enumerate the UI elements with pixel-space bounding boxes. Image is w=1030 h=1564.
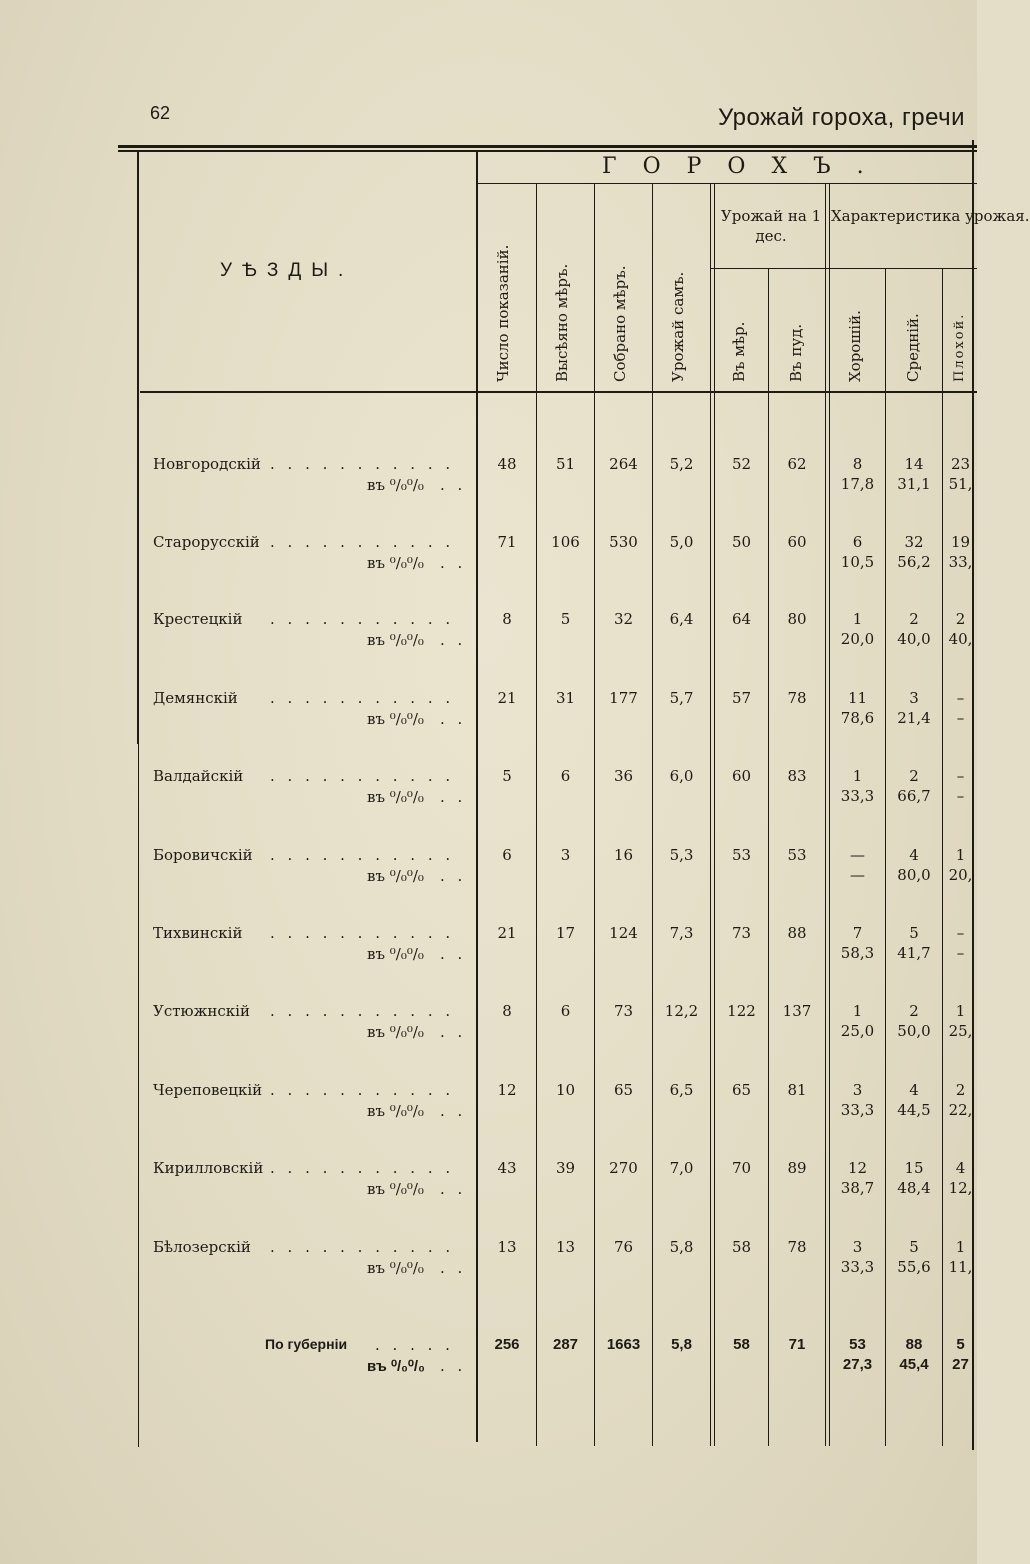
col-header-medium: Средній. <box>904 313 922 382</box>
cell-collected: 73 <box>613 1002 634 1020</box>
col-header-good: Хорошій. <box>846 310 864 382</box>
cell-pud: 78 <box>787 1238 807 1256</box>
cell-mer: 60 <box>731 767 752 785</box>
cell-good-pct: 58,3 <box>840 944 875 962</box>
dot-leader: . . . . . . . . . . . <box>270 1159 455 1177</box>
cell-medium-pct: 80,0 <box>897 866 931 884</box>
cell-mer: 50 <box>731 533 752 551</box>
dot-leader: . . . . . . . . . . . <box>270 1002 455 1020</box>
dot-leader: . . <box>440 867 467 885</box>
cell-bad: 5 <box>956 1336 965 1353</box>
cell-pud: 53 <box>787 846 807 864</box>
dot-leader: . . <box>440 1023 467 1041</box>
cell-bad-pct: 20, <box>948 866 973 884</box>
dot-leader: . . <box>440 631 467 649</box>
cell-medium: 5 <box>909 924 919 942</box>
dot-leader: . . . . . . . . . . . <box>270 924 455 942</box>
cell-good-pct: 25,0 <box>840 1022 875 1040</box>
cell-medium-pct: 45,4 <box>899 1356 929 1373</box>
cell-medium: 88 <box>905 1336 923 1353</box>
cell-bad-pct: – <box>956 787 965 805</box>
cell-sown: 6 <box>560 767 571 785</box>
dot-leader: . . . . . . . . . . . <box>270 1238 455 1256</box>
col-header-pud: Въ пуд. <box>787 323 805 382</box>
cell-sown: 39 <box>555 1159 576 1177</box>
percent-label: въ ⁰/₀⁰/₀ <box>367 1358 425 1375</box>
cell-bad: 1 <box>955 1002 966 1020</box>
dot-leader: . . <box>440 554 467 572</box>
cell-sown: 10 <box>555 1081 576 1099</box>
header-bottom-rule <box>140 391 977 393</box>
cell-yield-self: 7,3 <box>669 924 694 942</box>
cell-bad: 2 <box>955 610 966 628</box>
dot-leader: . . <box>440 788 467 806</box>
percent-label: въ ⁰/₀⁰/₀ <box>367 554 424 572</box>
cell-good-pct: 33,3 <box>840 787 875 805</box>
dot-leader: . . . . . . . . . . . <box>270 1081 455 1099</box>
cell-pud: 89 <box>787 1159 807 1177</box>
cell-sown: 5 <box>560 610 571 628</box>
cell-bad-pct: 25, <box>948 1022 973 1040</box>
cell-bad-pct: 27 <box>952 1356 969 1373</box>
cell-medium: 5 <box>909 1238 919 1256</box>
dot-leader: . . . . . . . . . . . <box>270 689 455 707</box>
cell-collected: 16 <box>613 846 634 864</box>
cell-good: 6 <box>852 533 863 551</box>
cell-count: 21 <box>497 689 517 707</box>
col-header-yield-self: Урожай самъ. <box>669 271 687 382</box>
cell-count: 256 <box>494 1336 520 1353</box>
cell-good: 12 <box>847 1159 868 1177</box>
cell-sown: 106 <box>551 533 580 551</box>
cell-mer: 122 <box>727 1002 756 1020</box>
dot-leader: . . . . . . . . . . . <box>270 846 455 864</box>
cell-good: 7 <box>852 924 863 942</box>
cell-mer: 64 <box>731 610 752 628</box>
stub-header: УѢЗДЫ. <box>220 260 354 281</box>
subgroup-character-header: Характеристика урожая. <box>831 207 1030 225</box>
cell-bad: – <box>956 767 965 785</box>
cell-pud: 88 <box>787 924 807 942</box>
cell-bad: – <box>956 689 965 707</box>
cell-count: 5 <box>502 767 512 785</box>
cell-mer: 73 <box>731 924 752 942</box>
col-divider-3 <box>652 184 653 1446</box>
cell-medium-pct: 44,5 <box>897 1101 931 1119</box>
cell-mer: 65 <box>731 1081 752 1099</box>
cell-sown: 6 <box>560 1002 571 1020</box>
cell-mer: 52 <box>731 455 752 473</box>
col-divider-6b <box>829 184 830 1446</box>
col-header-sown: Высѣяно мѣръ. <box>553 263 571 382</box>
cell-pud: 62 <box>787 455 807 473</box>
cell-good: 11 <box>847 689 868 707</box>
cell-count: 12 <box>497 1081 517 1099</box>
cell-bad: 1 <box>955 1238 966 1256</box>
cell-good-pct: 78,6 <box>840 709 875 727</box>
cell-yield-self: 5,0 <box>669 533 694 551</box>
cell-collected: 65 <box>613 1081 634 1099</box>
cell-yield-self: 6,0 <box>669 767 694 785</box>
cell-pud: 78 <box>787 689 807 707</box>
col-divider-8 <box>942 268 943 1446</box>
dot-leader: . . <box>440 1357 467 1375</box>
cell-collected: 124 <box>609 924 638 942</box>
cell-bad-pct: – <box>956 709 965 727</box>
percent-label: въ ⁰/₀⁰/₀ <box>367 631 424 649</box>
dot-leader: . . . . . <box>375 1336 454 1354</box>
cell-bad: 2 <box>955 1081 966 1099</box>
cell-sown: 3 <box>560 846 571 864</box>
dot-leader: . . <box>440 476 467 494</box>
cell-medium: 4 <box>909 1081 919 1099</box>
col-divider-4a <box>710 184 711 1446</box>
percent-label: въ ⁰/₀⁰/₀ <box>367 945 424 963</box>
cell-mer: 70 <box>731 1159 752 1177</box>
cell-bad-pct: – <box>956 944 965 962</box>
cell-collected: 76 <box>613 1238 634 1256</box>
col-header-mer: Въ мѣр. <box>730 321 748 382</box>
cell-count: 8 <box>502 610 512 628</box>
cell-sown: 287 <box>552 1336 579 1353</box>
row-name: Бѣлозерскій <box>153 1238 251 1256</box>
row-name: Демянскій <box>153 689 238 707</box>
cell-pud: 71 <box>788 1336 806 1353</box>
cell-bad: 19 <box>950 533 971 551</box>
cell-pud: 83 <box>787 767 807 785</box>
row-name: Новгородскій <box>153 455 261 473</box>
cell-pud: 80 <box>787 610 807 628</box>
cell-bad-pct: 33, <box>948 553 973 571</box>
cell-good-pct: 20,0 <box>840 630 875 648</box>
cell-collected: 1663 <box>606 1336 641 1353</box>
cell-count: 43 <box>497 1159 517 1177</box>
cell-yield-self: 6,4 <box>669 610 694 628</box>
col-header-bad: Плохой. <box>952 312 967 382</box>
cell-count: 48 <box>497 455 517 473</box>
cell-good-pct: 33,3 <box>840 1258 875 1276</box>
cell-medium: 3 <box>909 689 919 707</box>
percent-label: въ ⁰/₀⁰/₀ <box>367 1259 424 1277</box>
cell-medium: 32 <box>904 533 924 551</box>
cell-bad-pct: 51, <box>948 475 973 493</box>
cell-good-pct: 33,3 <box>840 1101 875 1119</box>
cell-count: 8 <box>502 1002 512 1020</box>
cell-pud: 60 <box>787 533 807 551</box>
cell-medium-pct: 56,2 <box>897 553 931 571</box>
top-rule <box>118 145 977 148</box>
cell-mer: 58 <box>731 1238 752 1256</box>
cell-count: 13 <box>497 1238 517 1256</box>
cell-medium-pct: 41,7 <box>897 944 931 962</box>
page-number: 62 <box>150 103 171 123</box>
subgroup-yield-header: Урожай на 1 дес. <box>720 207 822 245</box>
cell-pud: 81 <box>787 1081 807 1099</box>
subgroup-rule <box>710 268 977 269</box>
top-rule-inner <box>118 150 977 152</box>
cell-good: — <box>850 846 865 864</box>
cell-medium: 2 <box>909 767 919 785</box>
cell-collected: 36 <box>613 767 634 785</box>
cell-good-pct: 17,8 <box>840 475 875 493</box>
cell-yield-self: 5,8 <box>671 1336 692 1353</box>
dot-leader: . . <box>440 1102 467 1120</box>
row-name: Тихвинскій <box>153 924 243 942</box>
cell-yield-self: 5,3 <box>669 846 694 864</box>
cell-good-pct: 10,5 <box>840 553 875 571</box>
cell-good-pct: 27,3 <box>842 1356 873 1373</box>
cell-good: 3 <box>852 1081 863 1099</box>
row-name: Кирилловскій <box>153 1159 264 1177</box>
dot-leader: . . <box>440 710 467 728</box>
cell-medium-pct: 66,7 <box>897 787 931 805</box>
cell-good-pct: — <box>850 866 865 884</box>
cell-medium: 2 <box>909 1002 919 1020</box>
cell-medium: 2 <box>909 610 919 628</box>
cell-yield-self: 5,8 <box>669 1238 694 1256</box>
group-rule <box>478 183 977 184</box>
cell-mer: 57 <box>731 689 752 707</box>
cell-medium-pct: 21,4 <box>897 709 931 727</box>
dot-leader: . . <box>440 945 467 963</box>
dot-leader: . . . . . . . . . . . <box>270 455 455 473</box>
dot-leader: . . . . . . . . . . . <box>270 610 455 628</box>
cell-count: 21 <box>497 924 517 942</box>
cell-medium-pct: 48,4 <box>897 1179 931 1197</box>
col-divider-4b <box>714 184 715 1446</box>
cell-count: 71 <box>497 533 517 551</box>
cell-collected: 32 <box>613 610 634 628</box>
cell-collected: 264 <box>609 455 638 473</box>
row-name: Устюжнскій <box>153 1002 250 1020</box>
left-border-lower <box>138 744 139 1447</box>
cell-bad-pct: 22, <box>948 1101 973 1119</box>
cell-medium-pct: 40,0 <box>897 630 931 648</box>
cell-mer: 58 <box>733 1336 750 1353</box>
cell-collected: 530 <box>609 533 638 551</box>
cell-sown: 17 <box>555 924 576 942</box>
cell-bad: 1 <box>955 846 966 864</box>
percent-label: въ ⁰/₀⁰/₀ <box>367 788 424 806</box>
dot-leader: . . . . . . . . . . . <box>270 533 455 551</box>
cell-medium: 15 <box>904 1159 924 1177</box>
cell-medium: 4 <box>909 846 919 864</box>
cell-count: 6 <box>502 846 512 864</box>
cell-good: 1 <box>852 1002 863 1020</box>
col-header-count: Число показаній. <box>494 244 512 382</box>
cell-sown: 31 <box>555 689 576 707</box>
running-title: Урожай гороха, гречи <box>718 104 966 131</box>
cell-yield-self: 6,5 <box>669 1081 694 1099</box>
cell-medium-pct: 50,0 <box>897 1022 931 1040</box>
cell-good-pct: 38,7 <box>840 1179 875 1197</box>
dot-leader: . . <box>440 1180 467 1198</box>
row-name: Крестецкій <box>153 610 243 628</box>
cell-yield-self: 5,7 <box>669 689 694 707</box>
cell-pud: 137 <box>782 1002 812 1020</box>
left-border <box>137 152 139 744</box>
cell-good: 53 <box>849 1336 866 1353</box>
cell-good: 1 <box>852 610 863 628</box>
cell-medium-pct: 55,6 <box>897 1258 931 1276</box>
cell-bad-pct: 12, <box>948 1179 973 1197</box>
cell-yield-self: 5,2 <box>669 455 694 473</box>
cell-mer: 53 <box>731 846 752 864</box>
row-name: Боровичскій <box>153 846 253 864</box>
percent-label: въ ⁰/₀⁰/₀ <box>367 867 424 885</box>
cell-bad: 4 <box>955 1159 966 1177</box>
cell-bad: 23 <box>950 455 971 473</box>
percent-label: въ ⁰/₀⁰/₀ <box>367 710 424 728</box>
cell-bad-pct: 11, <box>948 1258 973 1276</box>
dot-leader: . . . . . . . . . . . <box>270 767 455 785</box>
cell-medium: 14 <box>904 455 924 473</box>
dot-leader: . . <box>440 1259 467 1277</box>
cell-good: 8 <box>852 455 863 473</box>
cell-good: 1 <box>852 767 863 785</box>
cell-collected: 270 <box>609 1159 638 1177</box>
row-name: Валдайскій <box>153 767 244 785</box>
col-divider-6a <box>825 184 826 1446</box>
group-title: ГОРОХЪ. <box>602 154 890 179</box>
cell-sown: 51 <box>555 455 576 473</box>
cell-bad-pct: 40, <box>948 630 973 648</box>
cell-good: 3 <box>852 1238 863 1256</box>
cell-yield-self: 7,0 <box>669 1159 694 1177</box>
col-divider-1 <box>536 184 537 1446</box>
row-name: Старорусскій <box>153 533 260 551</box>
cell-bad: – <box>956 924 965 942</box>
col-divider-2 <box>594 184 595 1446</box>
percent-label: въ ⁰/₀⁰/₀ <box>367 1180 424 1198</box>
cell-collected: 177 <box>609 689 638 707</box>
row-name: По губерніи <box>265 1336 348 1352</box>
cell-sown: 13 <box>555 1238 576 1256</box>
row-name: Череповецкій <box>153 1081 263 1099</box>
col-header-collected: Собрано мѣръ. <box>611 265 629 382</box>
cell-yield-self: 12,2 <box>664 1002 699 1020</box>
cell-medium-pct: 31,1 <box>897 475 931 493</box>
percent-label: въ ⁰/₀⁰/₀ <box>367 476 424 494</box>
percent-label: въ ⁰/₀⁰/₀ <box>367 1023 424 1041</box>
percent-label: въ ⁰/₀⁰/₀ <box>367 1102 424 1120</box>
